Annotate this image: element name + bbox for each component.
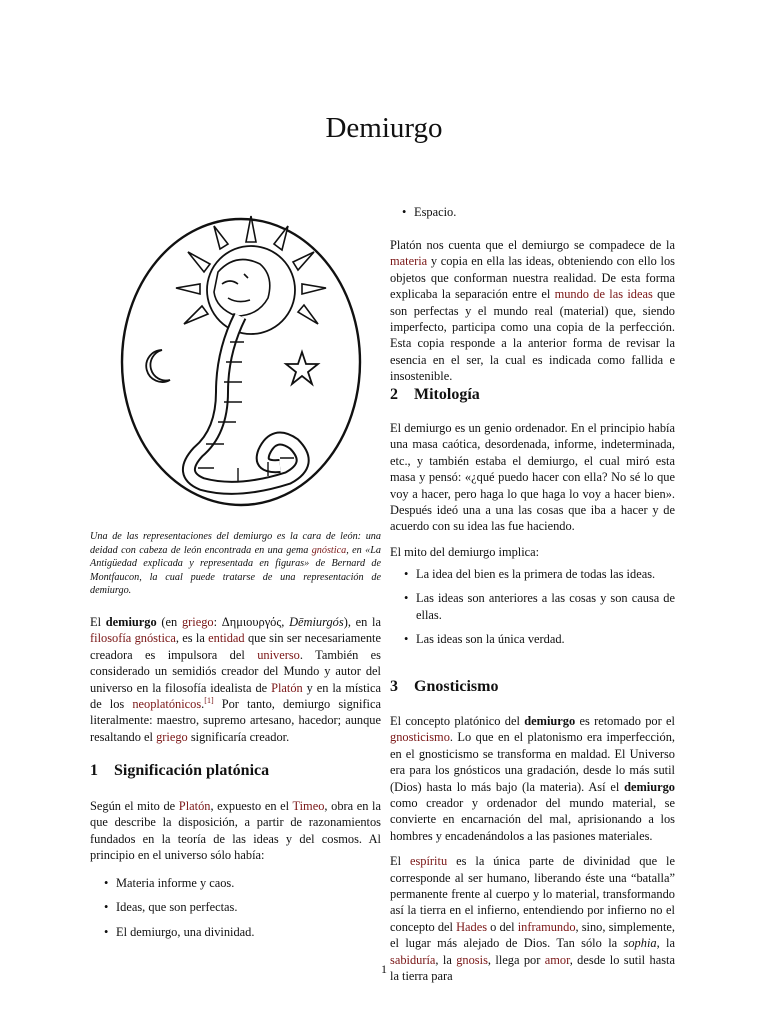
page-title: Demiurgo bbox=[325, 112, 443, 144]
section-1-list bbox=[102, 875, 381, 940]
section-1-paragraph: Según el mito de Platón, expuesto en el Timeo, obra en la que describe la disposición, a partir de razonamientos fundados en la teoría de las ideas y del cosmos. Al principio en el universo sólo había: bbox=[90, 799, 381, 863]
link-espiritu[interactable]: espíritu bbox=[409, 854, 448, 869]
intro-paragraph: El demiurgo (en griego: Δημιουργός, Dēmiurgós), en la filosofía gnóstica, es la entidad que sin ser necesariamente creadora es impulsora del universo. También es considerado un semidiós creador del Mundo y autor del universo en la filosofía idealista de Platón y en la mística de los neoplatónicos.[1] Por tanto, demiurgo significa literalmente: maestro, supremo artesano, hacedor; aunque resaltando el griego significaría creador. bbox=[90, 615, 381, 744]
link-neoplatonicos[interactable]: neoplatónicos bbox=[132, 697, 202, 712]
link-materia[interactable]: materia bbox=[390, 254, 428, 269]
link-platon-2[interactable]: Platón bbox=[178, 799, 211, 813]
link-gnosis[interactable]: gnosis bbox=[456, 952, 488, 967]
list-item: • El demiurgo, una divinidad. bbox=[102, 924, 381, 940]
link-entidad[interactable]: entidad bbox=[208, 631, 245, 646]
link-hades[interactable]: Hades bbox=[456, 919, 488, 934]
list-item: • Las ideas son la única verdad. bbox=[402, 631, 675, 647]
link-griego[interactable]: griego bbox=[181, 615, 214, 629]
section-2-list bbox=[402, 566, 675, 648]
section-3-paragraph: El concepto platónico del demiurgo es retomado por el gnosticismo. Lo que en el platonismo era imperfección, en el gnosticismo se transforma en maldad. El Universo era para los gnósticos una gradación, desde lo más sutil (Dios) hasta lo más bajo (la materia). Así el demiurgo como creador y ordenador del mundo material, se convierte en encarnación del mal, aprisionando a los hombres y encadenándolos a las pasiones materiales. bbox=[390, 714, 675, 843]
section-1-list-continued bbox=[400, 204, 675, 220]
section-2-content bbox=[390, 420, 675, 560]
reference-1[interactable]: [1] bbox=[204, 695, 214, 705]
link-timeo[interactable]: Timeo bbox=[292, 799, 325, 813]
section-2-paragraph: El demiurgo es un genio ordenador. En el principio había una masa caótica, desordenada, informe, indeterminada, etc., y también estaba el demiurgo, el cual miró esta masa y pensó: «¿qué puedo hacer con ella? No sé lo que voy a hacer, pero haga lo que haga lo voy a hacer bien». Después ideó una a una las cosas que iba a hacer y de acuerdo con su idea las fue haciendo. bbox=[390, 421, 675, 534]
link-platon[interactable]: Platón bbox=[271, 680, 303, 695]
link-griego-2[interactable]: griego bbox=[156, 729, 188, 744]
section-1-paragraph-2: Platón nos cuenta que el demiurgo se compadece de la materia y copia en ella las ideas, obteniendo con ello los objetos que conforman nuestra realidad. De esta forma explicaba la separación entre el mundo de las ideas que son perfectas y el mundo real (material) que, siendo imperfecto, participa como una copia de la perfección. Esta copia responde a la anterior forma de revisar la esencia en el ser, la cual es indicada como fallida e insostenible. bbox=[390, 238, 675, 384]
list-item: • Ideas, que son perfectas. bbox=[102, 899, 381, 915]
link-filosofia-gnostica[interactable]: filosofía gnóstica bbox=[90, 631, 176, 646]
link-mundo-de-las-ideas[interactable]: mundo de las ideas bbox=[554, 287, 653, 302]
list-item: • Las ideas son anteriores a las cosas y son causa de ellas. bbox=[402, 590, 675, 623]
star-icon bbox=[286, 352, 318, 384]
link-universo[interactable]: universo bbox=[257, 647, 300, 662]
link-inframundo[interactable]: inframundo bbox=[517, 919, 576, 934]
list-item: • La idea del bien es la primera de todas las ideas. bbox=[402, 566, 675, 582]
crescent-moon-icon bbox=[146, 350, 170, 382]
figure-caption: Una de las representaciones del demiurgo es la cara de león: una deidad con cabeza de león encontrada en una gema gnóstica, en «La Antigüedad explicada y representada en figuras» de Bernard de Montfaucon, la cual puede tratarse de una representación de demiurgo. bbox=[90, 531, 381, 597]
section-2-paragraph-2: El mito del demiurgo implica: bbox=[390, 544, 540, 559]
demiurge-gem-figure bbox=[118, 212, 364, 508]
section-3-paragraph-2: El espíritu es la única parte de divinidad que le corresponde al ser humano, liberando éste una “batalla” permanente frente al cuerpo y lo material, transformando así la tierra en el infierno, entendiendo por infierno no el concepto del Hades o del inframundo, sino, simplemente, el lugar más alejado de Dios. Tan sólo la sophia, la sabiduría, la gnosis, llega por amor, desde lo sutil hasta la tierra para bbox=[390, 854, 675, 984]
list-item: • Materia informe y caos. bbox=[102, 875, 381, 891]
link-gnostica[interactable]: gnóstica bbox=[311, 544, 347, 556]
section-1-heading: 1 Significación platónica bbox=[90, 762, 270, 779]
section-3-content bbox=[390, 713, 675, 985]
lion-serpent-icon bbox=[189, 260, 303, 488]
section-3-heading: 3 Gnosticismo bbox=[390, 678, 499, 695]
page-number: 1 bbox=[381, 962, 387, 976]
link-gnosticismo[interactable]: gnosticismo bbox=[390, 730, 450, 745]
list-item: • Espacio. bbox=[400, 204, 675, 220]
section-2-heading: 2 Mitología bbox=[390, 386, 480, 403]
link-amor[interactable]: amor bbox=[544, 952, 570, 967]
link-sabiduria[interactable]: sabiduría bbox=[390, 952, 436, 967]
